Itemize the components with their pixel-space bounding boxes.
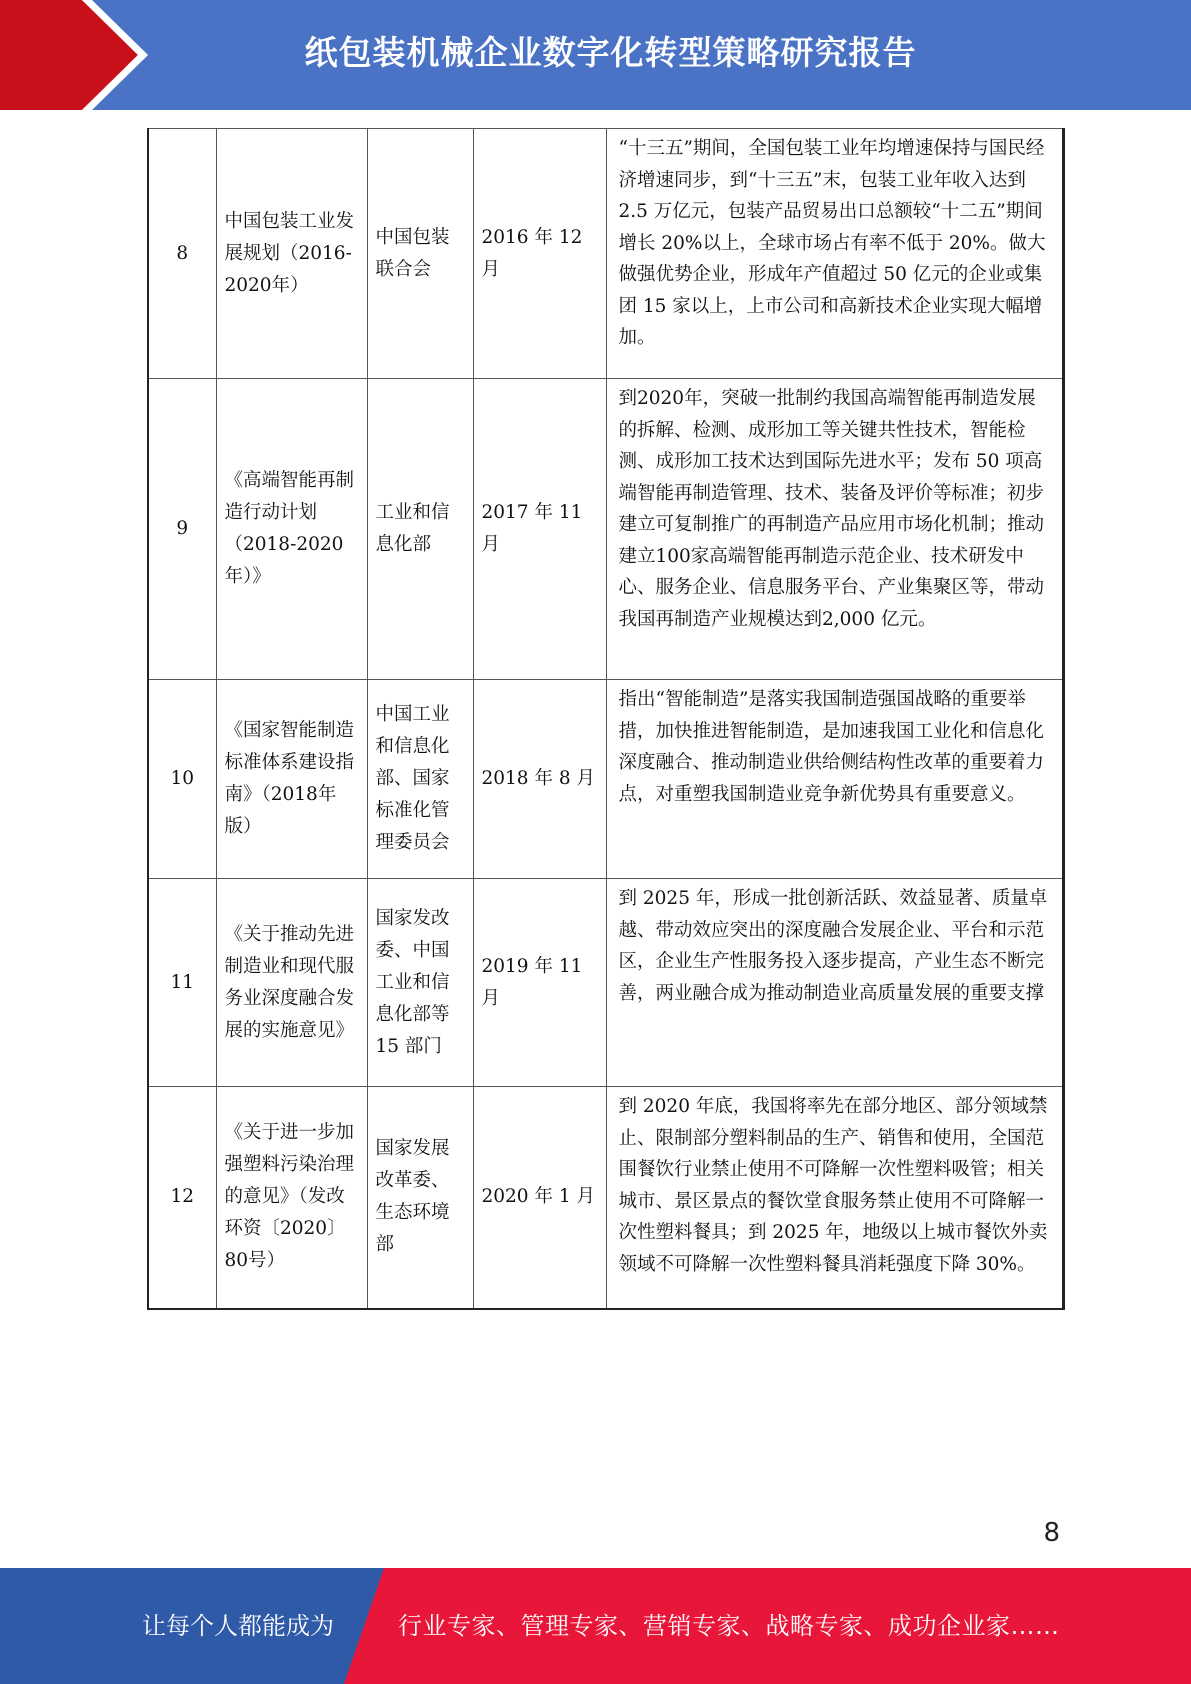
footer-slogan-left: 让每个人都能成为	[142, 1612, 334, 1640]
row-number: 9	[148, 379, 216, 680]
policy-content: 到 2020 年底，我国将率先在部分地区、部分领域禁止、限制部分塑料制品的生产、销售和使用，全国范围餐饮行业禁止使用不可降解一次性塑料吸管；相关城市、景区景点的餐饮堂食服务禁止使用不可降解一次性塑料餐具；到 2025 年，地级以上城市餐饮外卖领域不可降解一次性塑料餐具消耗强度下降 30%。	[606, 1087, 1063, 1309]
policy-date: 2016 年 12 月	[473, 129, 606, 379]
row-number: 12	[148, 1087, 216, 1309]
policy-issuer: 工业和信息化部	[367, 379, 473, 680]
page-header	[0, 0, 1191, 110]
policy-date: 2019 年 11 月	[473, 879, 606, 1087]
policy-issuer: 中国包装联合会	[367, 129, 473, 379]
row-number: 10	[148, 680, 216, 879]
policy-date: 2018 年 8 月	[473, 680, 606, 879]
table-row	[148, 129, 1063, 379]
page-number: 8	[1043, 1518, 1060, 1548]
policy-name: 《关于推动先进制造业和现代服务业深度融合发展的实施意见》	[216, 879, 367, 1087]
policy-content: 指出“智能制造”是落实我国制造强国战略的重要举措，加快推进智能制造，是加速我国工业化和信息化深度融合、推动制造业供给侧结构性改革的重要着力点，对重塑我国制造业竞争新优势具有重要意义。	[606, 680, 1063, 879]
policy-name: 《国家智能制造标准体系建设指南》（2018年版）	[216, 680, 367, 879]
policy-issuer: 中国工业和信息化部、国家标准化管理委员会	[367, 680, 473, 879]
table-row	[148, 379, 1063, 680]
policy-table	[147, 128, 1065, 1310]
footer-slogan-right: 行业专家、管理专家、营销专家、战略专家、成功企业家……	[398, 1612, 1060, 1640]
policy-issuer: 国家发改委、中国工业和信息化部等15 部门	[367, 879, 473, 1087]
policy-content: “十三五”期间，全国包装工业年均增速保持与国民经济增速同步，到“十三五”末，包装工业年收入达到 2.5 万亿元，包装产品贸易出口总额较“十二五”期间增长 20%以上，全球市场占有率不低于 20%。做大做强优势企业，形成年产值超过 50 亿元的企业或集团 15 家以上，上市公司和高新技术企业实现大幅增加。	[606, 129, 1063, 379]
row-number: 11	[148, 879, 216, 1087]
page-footer	[0, 1568, 1191, 1684]
report-title: 纸包装机械企业数字化转型策略研究报告	[304, 33, 917, 72]
policy-date: 2020 年 1 月	[473, 1087, 606, 1309]
table-row	[148, 1087, 1063, 1309]
policy-issuer: 国家发展改革委、生态环境部	[367, 1087, 473, 1309]
policy-date: 2017 年 11 月	[473, 379, 606, 680]
table-row	[148, 680, 1063, 879]
row-number: 8	[148, 129, 216, 379]
policy-name: 中国包装工业发展规划（2016-2020年）	[216, 129, 367, 379]
policy-name: 《关于进一步加强塑料污染治理的意见》（发改环资〔2020〕80号）	[216, 1087, 367, 1309]
policy-name: 《高端智能再制造行动计划（2018-2020年）》	[216, 379, 367, 680]
policy-content: 到 2025 年，形成一批创新活跃、效益显著、质量卓越、带动效应突出的深度融合发展企业、平台和示范区，企业生产性服务投入逐步提高，产业生态不断完善，两业融合成为推动制造业高质量发展的重要支撑	[606, 879, 1063, 1087]
table-row	[148, 879, 1063, 1087]
policy-content: 到2020年，突破一批制约我国高端智能再制造发展的拆解、检测、成形加工等关键共性技术，智能检测、成形加工技术达到国际先进水平；发布 50 项高端智能再制造管理、技术、装备及评价等标准；初步建立可复制推广的再制造产品应用市场化机制；推动建立100家高端智能再制造示范企业、技术研发中心、服务企业、信息服务平台、产业集聚区等，带动我国再制造产业规模达到2,000 亿元。	[606, 379, 1063, 680]
